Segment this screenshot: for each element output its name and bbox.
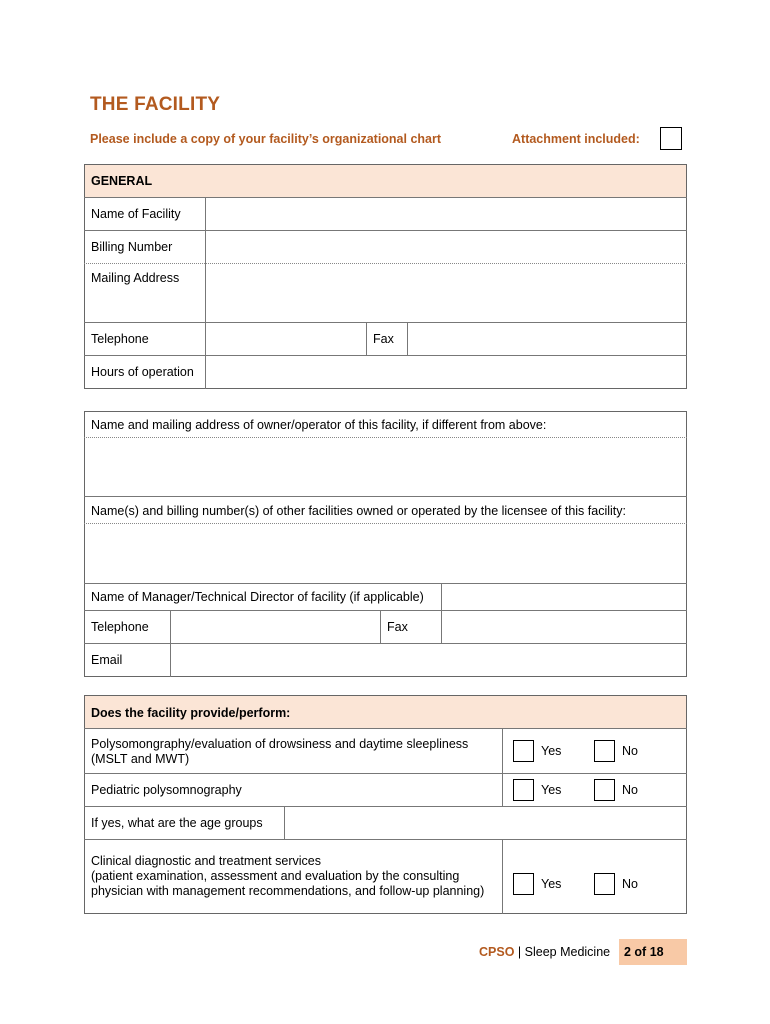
q4-line3: physician with management recommendations, and follow-up planning)	[91, 884, 485, 898]
owner-telephone-label: Telephone	[91, 620, 149, 634]
manager-field[interactable]	[442, 584, 686, 610]
mailing-address-field[interactable]	[206, 264, 686, 322]
fax-label: Fax	[373, 332, 394, 346]
telephone-field[interactable]	[206, 323, 366, 355]
hours-of-operation-label: Hours of operation	[91, 365, 194, 379]
other-facilities-label: Name(s) and billing number(s) of other facilities owned or operated by the licensee of this facility:	[91, 504, 626, 518]
general-header	[85, 165, 686, 197]
page-number: 2 of 18	[624, 945, 664, 959]
q4-line1: Clinical diagnostic and treatment services	[91, 854, 321, 868]
attachment-checkbox[interactable]	[660, 127, 682, 150]
mailing-address-label: Mailing Address	[91, 271, 180, 285]
q4-yes-checkbox[interactable]	[513, 873, 534, 895]
other-facilities-field[interactable]	[85, 524, 686, 583]
footer-separator: |	[514, 945, 525, 959]
page-title: THE FACILITY	[90, 94, 221, 115]
name-of-facility-label: Name of Facility	[91, 207, 181, 221]
owner-address-label: Name and mailing address of owner/operator of this facility, if different from above:	[91, 418, 547, 432]
attachment-label: Attachment included:	[512, 132, 640, 146]
billing-number-label: Billing Number	[91, 240, 173, 254]
q1-line2: (MSLT and MWT)	[91, 752, 190, 766]
q2-yes-checkbox[interactable]	[513, 779, 534, 801]
q2-no-label: No	[622, 783, 638, 797]
manager-label: Name of Manager/Technical Director of facility (if applicable)	[91, 590, 424, 604]
q1-yes-label: Yes	[541, 744, 562, 758]
owner-fax-label: Fax	[387, 620, 408, 634]
owner-address-field[interactable]	[85, 438, 686, 496]
instruction-text: Please include a copy of your facility’s organizational chart	[90, 132, 442, 146]
billing-number-field[interactable]	[206, 231, 686, 263]
email-label: Email	[91, 653, 123, 667]
name-of-facility-field[interactable]	[206, 198, 686, 230]
owner-telephone-field[interactable]	[171, 611, 380, 643]
hours-of-operation-field[interactable]	[206, 356, 686, 388]
q1-line1: Polysomongraphy/evaluation of drowsiness and daytime sleepliness	[91, 737, 469, 751]
q2-yes-label: Yes	[541, 783, 562, 797]
q1-no-checkbox[interactable]	[594, 740, 615, 762]
q1-no-label: No	[622, 744, 638, 758]
q3-label: If yes, what are the age groups	[91, 816, 263, 830]
general-heading: GENERAL	[91, 174, 153, 188]
footer-org: CPSO	[479, 945, 515, 959]
email-field[interactable]	[171, 644, 686, 676]
q2-no-checkbox[interactable]	[594, 779, 615, 801]
footer-section: Sleep Medicine	[524, 945, 611, 959]
telephone-label: Telephone	[91, 332, 149, 346]
q1-yes-checkbox[interactable]	[513, 740, 534, 762]
q2-label: Pediatric polysomnography	[91, 783, 242, 797]
q4-yes-label: Yes	[541, 877, 562, 891]
q4-line2: (patient examination, assessment and evaluation by the consulting	[91, 869, 460, 883]
footer-text	[479, 945, 610, 960]
age-groups-field[interactable]	[285, 807, 686, 839]
q4-no-label: No	[622, 877, 638, 891]
owner-fax-field[interactable]	[442, 611, 686, 643]
services-heading: Does the facility provide/perform:	[91, 706, 291, 720]
q4-no-checkbox[interactable]	[594, 873, 615, 895]
fax-field[interactable]	[408, 323, 686, 355]
